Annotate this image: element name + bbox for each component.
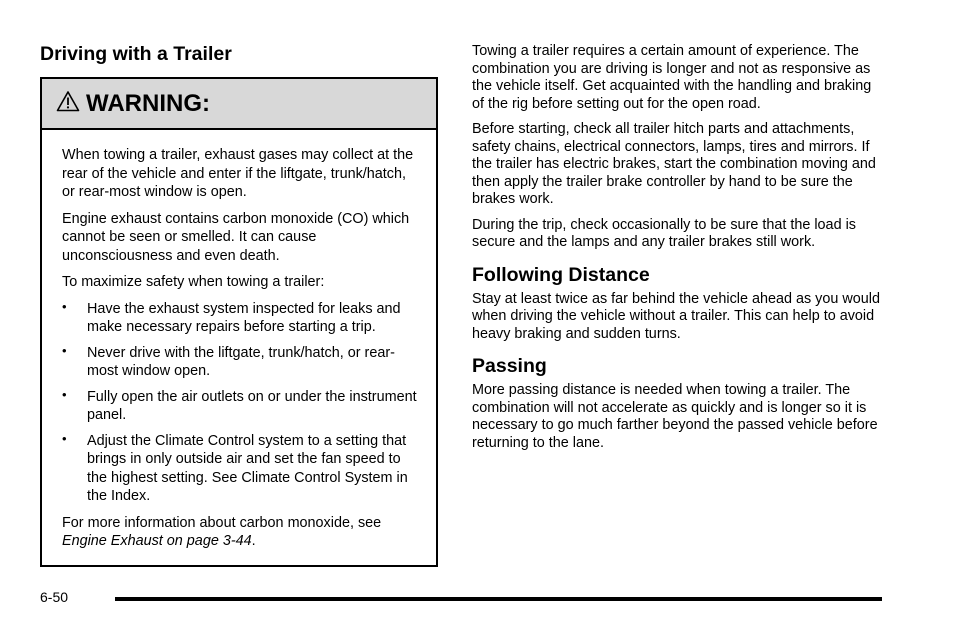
warning-body: [42, 130, 436, 565]
warning-triangle-icon: [56, 90, 80, 117]
body-paragraph: Before starting, check all trailer hitch parts and attachments, safety chains, electrical connectors, lamps, tires and mirrors. If the trailer has electric brakes, start the combination moving and then apply the trailer brake controller by hand to be sure the brakes work.: [472, 121, 876, 207]
bullet-icon: •: [62, 430, 67, 446]
footer-rule: [115, 597, 882, 601]
page-number: 6-50: [40, 589, 69, 605]
warning-box: [40, 77, 438, 567]
body-paragraph: Towing a trailer requires a certain amount of experience. The combination you are driving is longer and not as responsive as the vehicle itself. Get acquainted with the handling and braking of the rig before setting out for the open road.: [472, 43, 872, 112]
warning-title: WARNING:: [86, 89, 210, 117]
bullet-icon: •: [62, 386, 67, 402]
left-column: [40, 42, 442, 567]
list-item: • Have the exhaust system inspected for leaks and make necessary repairs before starting a trip.: [62, 298, 401, 335]
bullet-icon: •: [62, 342, 67, 358]
warning-header: [42, 79, 436, 130]
safety-bullet-list: [62, 300, 418, 506]
warning-paragraph: When towing a trailer, exhaust gases may collect at the rear of the vehicle and enter if the liftgate, trunk/hatch, or rear-most window is open.: [62, 147, 414, 200]
list-item: • Never drive with the liftgate, trunk/hatch, or rear-most window open.: [62, 342, 395, 379]
list-item: • Adjust the Climate Control system to a setting that brings in only outside air and set the fan speed to the highest setting. See Climate Control System in the Index.: [62, 430, 408, 504]
section-heading-passing: Passing: [472, 355, 547, 377]
warning-paragraph: For more information about carbon monoxide, see Engine Exhaust on page 3-44.: [62, 514, 382, 549]
bullet-icon: •: [62, 298, 67, 314]
warning-paragraph: To maximize safety when towing a trailer:: [62, 274, 325, 290]
cross-reference-link[interactable]: Engine Exhaust on page 3-44: [62, 533, 252, 549]
body-paragraph: Stay at least twice as far behind the vehicle ahead as you would when driving the vehicle without a trailer. This can help to avoid heavy braking and sudden turns.: [472, 290, 880, 342]
body-paragraph: More passing distance is needed when towing a trailer. The combination will not accelerate as quickly and is longer so it is necessary to go much farther beyond the passed vehicle before returning to the lane.: [472, 382, 878, 451]
right-column: [472, 43, 882, 460]
section-heading-driving-with-trailer: Driving with a Trailer: [40, 43, 232, 65]
body-paragraph: During the trip, check occasionally to be sure that the load is secure and the lamps and any trailer brakes still work.: [472, 216, 856, 250]
warning-paragraph: Engine exhaust contains carbon monoxide (CO) which cannot be seen or smelled. It can cause unconsciousness and even death.: [62, 210, 410, 264]
list-item: • Fully open the air outlets on or under the instrument panel.: [62, 386, 417, 423]
section-heading-following-distance: Following Distance: [472, 263, 650, 286]
